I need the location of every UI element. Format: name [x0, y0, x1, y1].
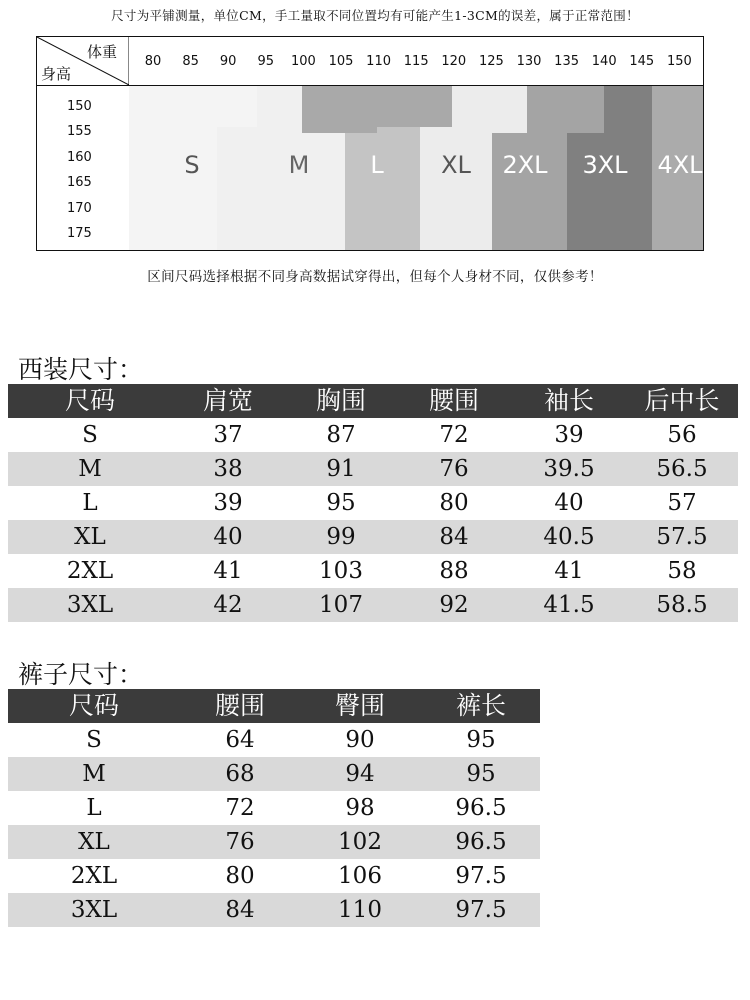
table-cell: 68: [225, 761, 255, 787]
table-cell: L: [86, 795, 102, 821]
table-row: [8, 452, 738, 486]
table-cell: 2XL: [66, 558, 114, 584]
table-cell: 87: [326, 422, 356, 448]
zone-l-upper: [302, 85, 452, 133]
table-cell: 40: [213, 524, 243, 550]
weight-tick: 120: [441, 54, 467, 69]
size-zone-shapes: [37, 37, 704, 251]
table-cell: 98: [345, 795, 375, 821]
weight-tick: 125: [478, 54, 504, 69]
table-cell: 56: [667, 422, 697, 448]
weight-tick: 140: [591, 54, 617, 69]
weight-tick: 150: [666, 54, 692, 69]
size-label-m: M: [288, 151, 310, 179]
column-header: 臀围: [334, 691, 386, 720]
table-cell: M: [78, 456, 102, 482]
table-cell: 91: [326, 456, 356, 482]
table-cell: 39: [554, 422, 584, 448]
measurement-notice: 尺寸为平铺测量，单位CM，手工量取不同位置均有可能产生1-3CM的误差，属于正常范围！: [111, 8, 639, 23]
table-cell: 3XL: [66, 592, 114, 618]
pants-size-table: [8, 689, 540, 927]
table-cell: 84: [439, 524, 469, 550]
table-cell: 72: [439, 422, 469, 448]
table-cell: 88: [439, 558, 469, 584]
table-cell: S: [86, 727, 102, 753]
weight-tick: 85: [182, 54, 199, 69]
size-label-4xl: 4XL: [657, 151, 703, 179]
table-cell: 110: [338, 897, 382, 923]
table-row: [8, 757, 540, 791]
table-cell: 99: [326, 524, 356, 550]
table-cell: 39: [213, 490, 243, 516]
size-label-2xl: 2XL: [502, 151, 548, 179]
height-tick: 175: [67, 226, 92, 241]
size-range-note: 区间尺码选择根据不同身高数据试穿得出，但每个人身材不同，仅供参考！: [147, 269, 603, 285]
weight-tick: 105: [328, 54, 354, 69]
size-label-3xl: 3XL: [582, 151, 628, 179]
table-cell: 102: [338, 829, 382, 855]
table-cell: 96.5: [455, 829, 507, 855]
table-cell: 92: [439, 592, 469, 618]
height-tick: 160: [67, 149, 92, 165]
column-header: 尺码: [68, 691, 120, 720]
table-row: [8, 893, 540, 927]
size-recommendation-chart: [36, 36, 704, 251]
table-cell: 41: [213, 558, 243, 584]
table-cell: 80: [439, 490, 469, 516]
table-cell: 37: [213, 422, 243, 448]
weight-tick: 80: [144, 54, 162, 69]
table-cell: 76: [225, 829, 255, 855]
table-row: [8, 520, 738, 554]
weight-tick: 135: [554, 54, 580, 69]
table-cell: 96.5: [455, 795, 507, 821]
table-cell: 58.5: [656, 592, 708, 618]
table-cell: 38: [213, 456, 243, 482]
table-cell: 41: [554, 558, 584, 584]
table-row: [8, 859, 540, 893]
table-cell: 3XL: [70, 897, 118, 923]
column-header: 后中长: [644, 386, 720, 415]
table-cell: 64: [225, 727, 255, 753]
table-cell: 42: [213, 592, 243, 618]
size-label-l: L: [370, 151, 384, 179]
pants-size-title: 裤子尺寸：: [18, 660, 144, 689]
table-cell: 41.5: [543, 592, 595, 618]
table-cell: 95: [466, 727, 496, 753]
table-cell: 80: [225, 863, 255, 889]
table-cell: 2XL: [70, 863, 118, 889]
weight-tick: 110: [366, 54, 392, 69]
table-cell: 39.5: [543, 456, 595, 482]
table-cell: 103: [319, 558, 363, 584]
table-row: [8, 554, 738, 588]
table-row: [8, 588, 738, 622]
column-header: 裤长: [455, 691, 507, 720]
height-tick: 155: [67, 124, 92, 140]
size-label-xl: XL: [441, 151, 471, 179]
height-tick: 165: [67, 175, 92, 191]
table-cell: 56.5: [656, 456, 708, 482]
table-cell: M: [82, 761, 106, 787]
height-header: 身高: [41, 65, 72, 83]
column-header: 尺码: [64, 386, 116, 415]
table-cell: 97.5: [455, 863, 507, 889]
height-tick: 170: [67, 200, 92, 216]
suit-size-title: 西装尺寸：: [18, 355, 144, 384]
weight-tick: 130: [516, 54, 542, 69]
height-tick: 150: [67, 99, 92, 114]
table-cell: 97.5: [455, 897, 507, 923]
table-cell: 106: [338, 863, 382, 889]
table-header-row: [8, 384, 738, 418]
weight-tick: 95: [257, 54, 275, 69]
table-row: [8, 791, 540, 825]
table-cell: 76: [439, 456, 469, 482]
table-cell: 95: [466, 761, 496, 787]
table-cell: 107: [319, 592, 363, 618]
column-header: 腰围: [428, 386, 480, 415]
weight-tick: 145: [629, 54, 655, 69]
column-header: 腰围: [214, 691, 266, 720]
table-row: [8, 486, 738, 520]
table-cell: 58: [667, 558, 697, 584]
table-row: [8, 825, 540, 859]
column-header: 肩宽: [202, 386, 254, 415]
zone-l: [345, 127, 420, 251]
weight-tick: 115: [403, 54, 429, 69]
column-header: 袖长: [543, 386, 595, 415]
table-header-row: [8, 689, 540, 723]
table-cell: S: [82, 422, 98, 448]
weight-tick: 100: [290, 54, 316, 69]
column-header: 胸围: [315, 386, 367, 415]
size-label-s: S: [184, 151, 200, 179]
table-cell: XL: [78, 829, 110, 855]
weight-header: 体重: [87, 43, 118, 61]
table-cell: XL: [74, 524, 106, 550]
suit-size-table: [8, 384, 738, 622]
table-cell: 94: [345, 761, 375, 787]
table-cell: 95: [326, 490, 356, 516]
table-cell: 72: [225, 795, 255, 821]
table-row: [8, 418, 738, 452]
table-cell: 40: [554, 490, 584, 516]
weight-tick: 90: [219, 54, 237, 69]
table-cell: 57: [667, 490, 697, 516]
table-cell: 90: [345, 727, 375, 753]
table-cell: L: [82, 490, 98, 516]
table-row: [8, 723, 540, 757]
header-separator: [37, 85, 704, 86]
table-cell: 40.5: [543, 524, 595, 550]
table-cell: 57.5: [656, 524, 708, 550]
table-cell: 84: [225, 897, 255, 923]
